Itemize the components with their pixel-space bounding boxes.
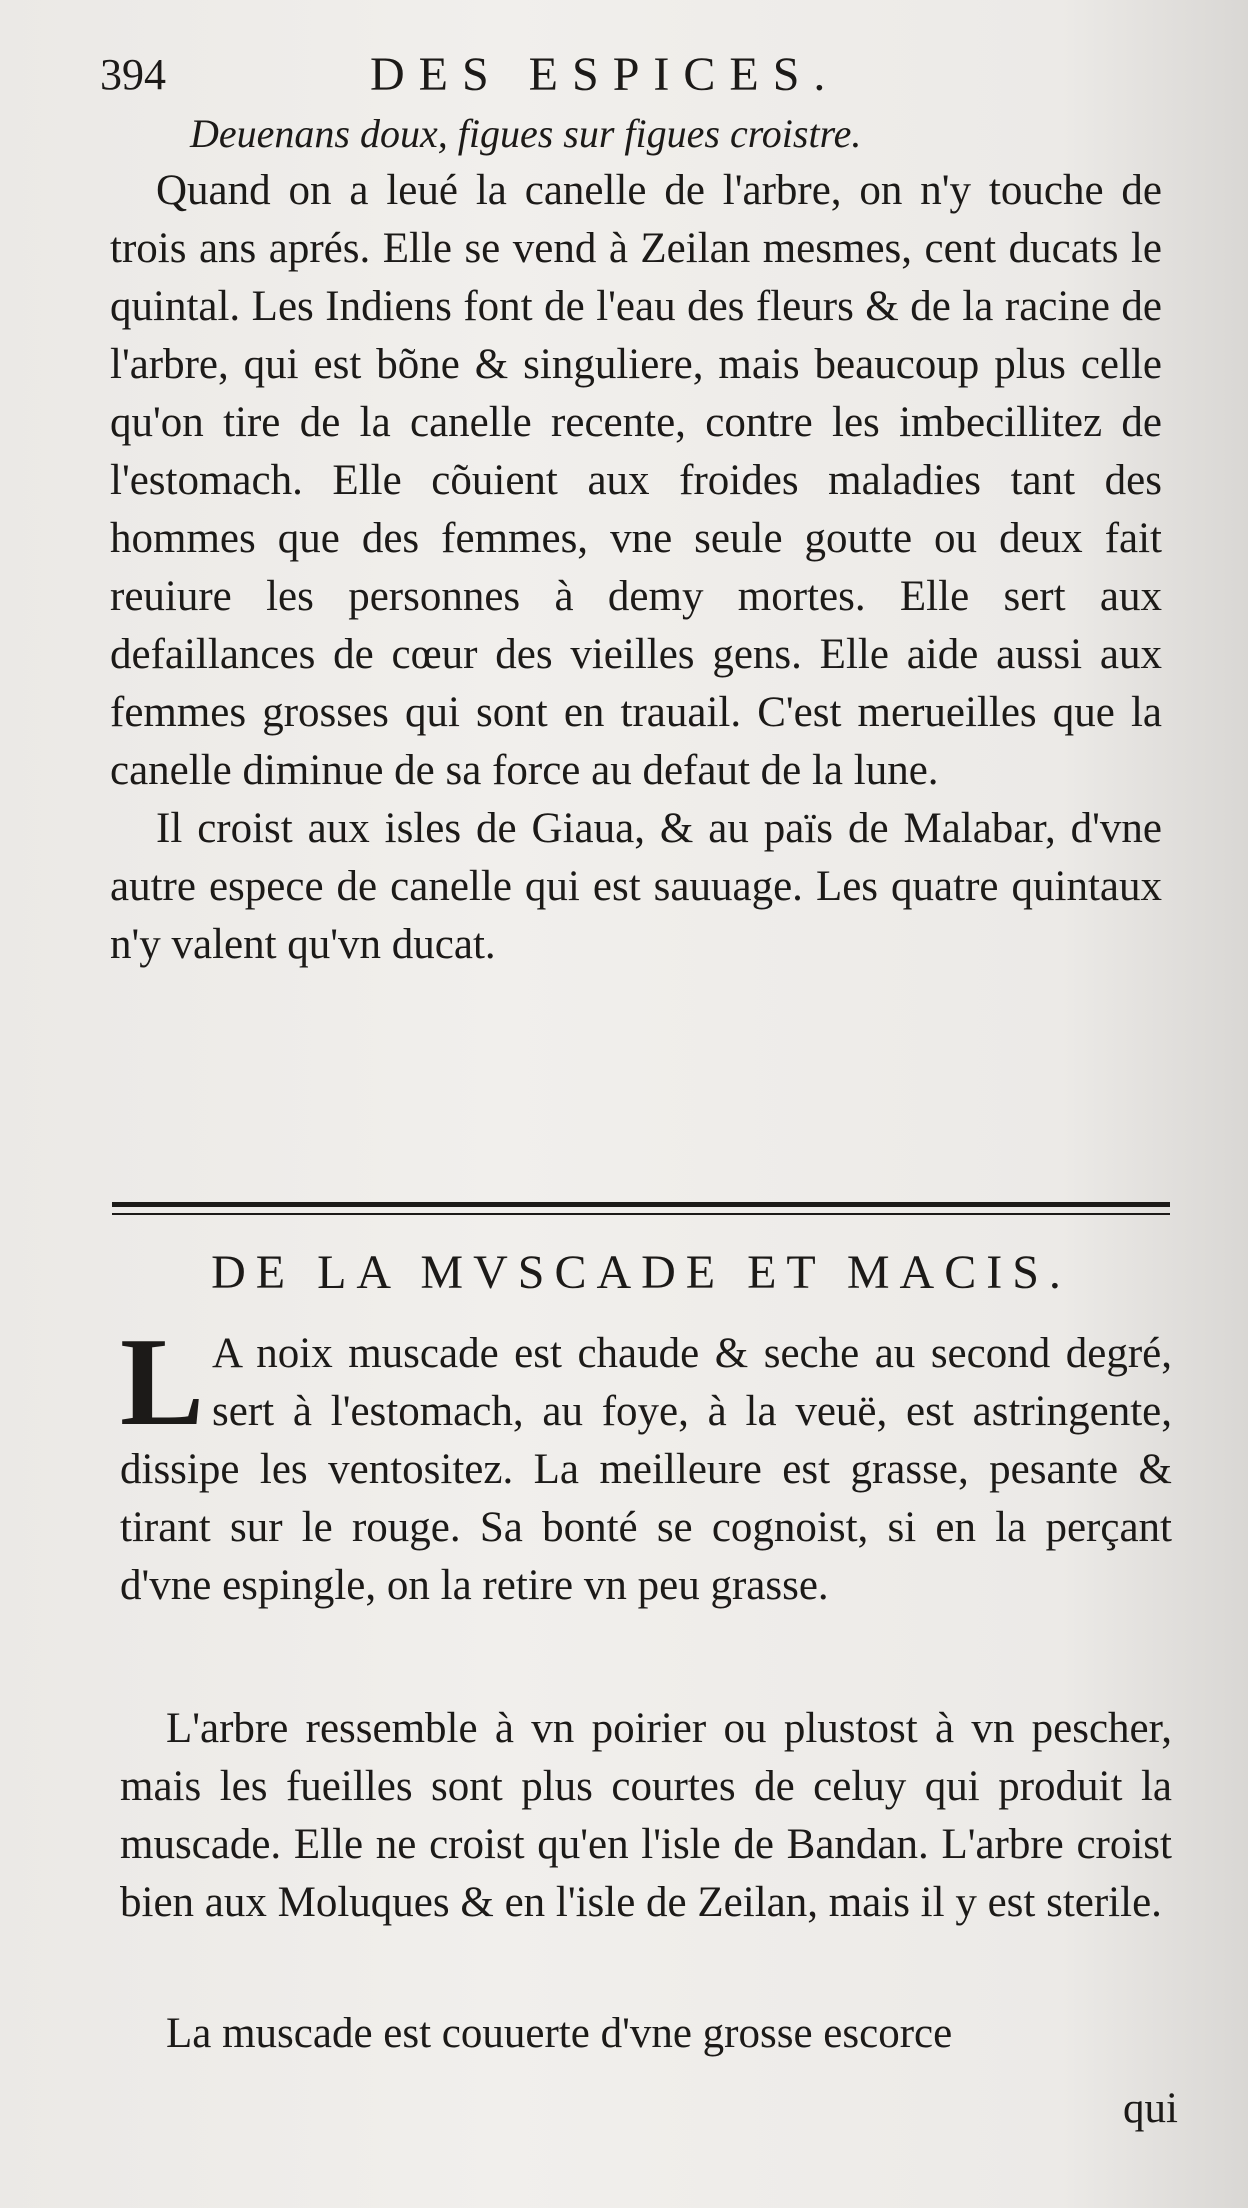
paragraph: La muscade est couuerte d'vne grosse escorce [166, 2010, 953, 2057]
paragraph: Quand on a leué la canelle de l'arbre, on n'y touche de trois ans aprés. Elle se vend à Zeilan mesmes, cent ducats le quintal. Les Indiens font de l'eau des fleurs & de la racine de l'arbre, qui est bõne & singuliere, mais beaucoup plus celle qu'on tire de la canelle recente, contre les imbecillitez de l'estomach. Elle cõuient aux froides maladies tant des hommes que des femmes, vne seule goutte ou deux fait reuiure les personnes à demy mortes. Elle sert aux defaillances de cœur des vieilles gens. Elle aide aussi aux femmes grosses qui sont en trauail. C'est merueilles que la canelle diminue de sa force au defaut de la lune. [110, 167, 1162, 794]
nutmeg-shell-text [120, 2005, 1172, 2063]
section-rule-thin [112, 1213, 1170, 1215]
paragraph: A noix muscade est chaude & seche au second degré, sert à l'estomach, au foye, à la veuë, est astringente, dissipe les ventositez. La meilleure est grasse, pesante & tirant sur le rouge. Sa bonté se cognoist, si en la perçant d'vne espingle, on la retire vn peu grasse. [120, 1330, 1172, 1609]
page-number: 394 [100, 50, 166, 99]
catchword: qui [1123, 2085, 1178, 2132]
drop-cap: L [120, 1313, 205, 1452]
section-title: DE LA MVSCADE ET MACIS. [211, 1246, 1071, 1299]
running-title: DES ESPICES. [370, 48, 840, 101]
paragraph: L'arbre ressemble à vn poirier ou plustost à vn pescher, mais les fueilles sont plus courtes de celuy qui produit la muscade. Elle ne croist qu'en l'isle de Bandan. L'arbre croist bien aux Moluques & en l'isle de Zeilan, mais il y est sterile. [120, 1705, 1172, 1926]
verse-line: Deuenans doux, figues sur figues croistre. [190, 111, 862, 156]
nutmeg-intro [120, 1313, 1172, 1615]
page-header [100, 40, 1180, 110]
section-rule [112, 1202, 1170, 1207]
cinnamon-text [110, 162, 1162, 974]
nutmeg-tree-text [120, 1700, 1172, 1932]
paragraph: Il croist aux isles de Giaua, & au païs de Malabar, d'vne autre espece de canelle qui est sauuage. Les quatre quintaux n'y valent qu'vn ducat. [110, 805, 1162, 968]
